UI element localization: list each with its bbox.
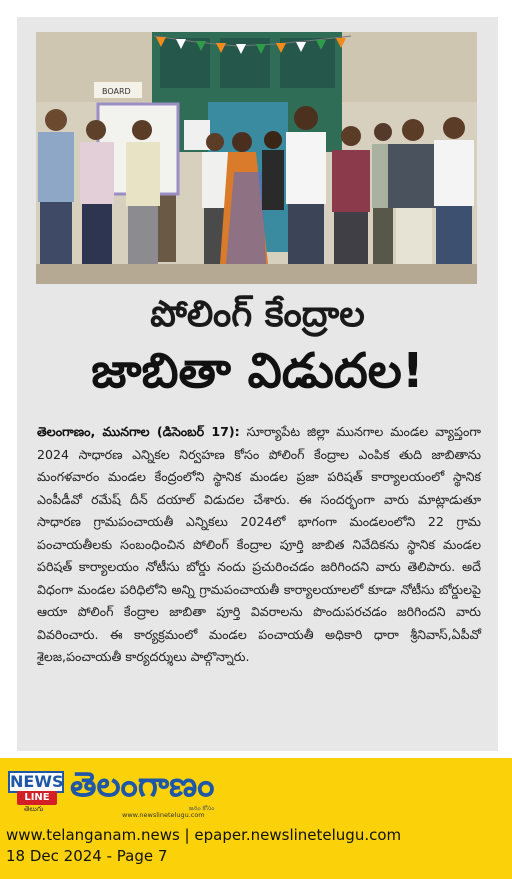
photo-illustration [36, 32, 477, 284]
article-text: సూర్యాపేట జిల్లా మునగాల మండల వ్యాప్తంగా 2024 సాధారణ ఎన్నికల నిర్వహణ కోసం పోలింగ్ కేంద్రాల ఎంపిక తుది జాబితాను మంగళవారం మండల కేంద్రంలోని స్థానిక మండల ప్రజా పరిషత్ కార్యాలయంలో స్థానిక ఎంపీడీవో రమేష్ దీన్ దయాల్ విడుదల చేశారు. ఈ సందర్భంగా వారు మాట్లాడుతూ సాధారణ గ్రామపంచాయతీ ఎన్నికలు 2024లో భాగంగా మండలంలోని 22 గ్రామ పంచాయతీలకు సంబంధించిన పోలింగ్ కేంద్రాల పూర్తి జాబిత నివేదికను స్థానిక మండల పరిషత్ కార్యాలయం నోటీసు బోర్డు నందు ప్రచురించడం జరిగిందని వారు తెలిపారు. అదే విధంగా మండల పరిధిలోని అన్ని గ్రామపంచాయతీ కార్యాలయాలలో కూడా నోటీసు బోర్డులపై ఆయా పోలింగ్ కేంద్రాల జాబితా పూర్తి వివరాలను పొందుపరచడం జరిగిందని వారు వివరించారు. ఈ కార్యక్రమంలో మండల పంచాయతీ అధికారి ధారా శ్రీనివాస్,ఏపీవో శైలజ,పంచాయతీ కార్యదర్శులు పాల్గొన్నారు. [37, 424, 481, 664]
article-photo [36, 32, 477, 284]
telanganam-masthead[interactable] [70, 765, 215, 812]
newsline-logo-top: NEWS [10, 772, 64, 791]
masthead-url: www.newslinetelugu.com [122, 811, 205, 819]
newsline-logo-small: తెలుగు [24, 805, 44, 813]
masthead-text: తెలంగాణం [70, 765, 215, 805]
headline-subtitle: పోలింగ్ కేంద్రాల [150, 294, 365, 335]
headline-title: జాబితా విడుదల! [91, 343, 424, 399]
newsline-logo[interactable] [8, 771, 64, 811]
masthead-tagline: జనం కోసం [189, 805, 215, 812]
footer-links[interactable]: www.telanganam.news | epaper.newslinetelugu.com [6, 826, 402, 844]
newsline-logo-bottom: LINE [17, 791, 57, 805]
board-label: BOARD [102, 87, 131, 96]
page-info: 18 Dec 2024 - Page 7 [6, 847, 168, 865]
article-body [37, 421, 481, 669]
article-dateline: తెలంగాణం, మునగాల (డిసెంబర్ 17): [37, 424, 240, 439]
article-card [17, 17, 498, 751]
footer-bar [0, 758, 512, 879]
